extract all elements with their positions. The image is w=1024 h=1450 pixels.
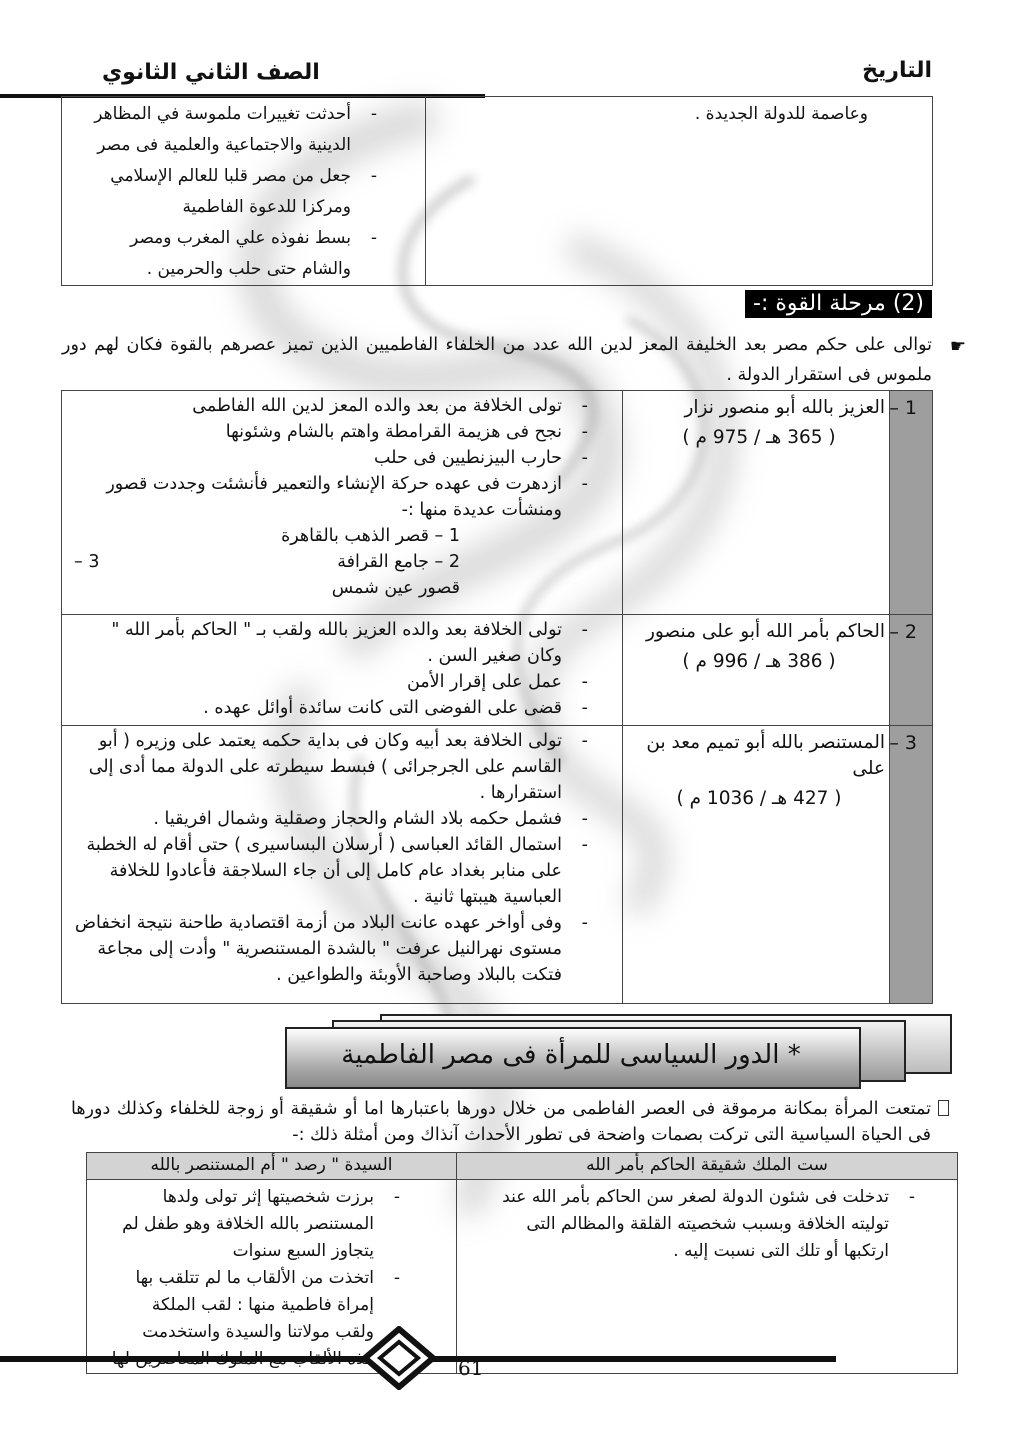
column-header-sitt-al-mulk: ست الملك شقيقة الحاكم بأمر الله xyxy=(457,1153,958,1180)
banner-title: * الدور السياسى للمرأة فى مصر الفاطمية xyxy=(341,1040,801,1070)
table-gutter xyxy=(890,726,933,1004)
page-number: 61 xyxy=(458,1356,484,1380)
checkbox-bullet-icon xyxy=(938,1100,949,1116)
list-item: - أحدثت تغييرات ملموسة في المظاهر الدينية والاجتماعية والعلمية فى مصر xyxy=(92,99,385,161)
table-row xyxy=(87,1180,958,1374)
women-table xyxy=(86,1152,958,1374)
building-item: 1 – قصر الذهب بالقاهرة xyxy=(281,526,460,546)
table-header-row xyxy=(87,1153,958,1180)
list-item: - عمل على إقرار الأمن xyxy=(74,669,596,695)
list-item: - نجح فى هزيمة القرامطة واهتم بالشام وشئونها xyxy=(74,419,596,445)
caliph-date: ( 427 هـ / 1036 م ) xyxy=(676,788,842,809)
women-intro-text: تمتعت المرأة بمكانة مرموقة فى العصر الفاطمى من خلال دورها باعتبارها اما أو شقيقة أو زوجة للخلفاء وكذلك دورها فى الحياة السياسية التى تركت بصمات واضحة فى تطور الأحداث آنذاك ومن أمثلة ذلك :- xyxy=(71,1099,931,1145)
table1-left-cell xyxy=(62,97,426,286)
caliph-achievements-cell xyxy=(62,615,623,726)
fatimid-founding-table xyxy=(61,96,933,286)
list-item: - برزت شخصيتها إثر تولى ولدها المستنصر بالله الخلافة وهو طفل لم يتجاوز السبع سنوات xyxy=(111,1184,408,1265)
caliph-date: ( 386 هـ / 996 م ) xyxy=(682,651,836,672)
caliph-number: 1 – xyxy=(889,397,917,419)
caliphs-table xyxy=(61,390,933,1004)
caliph-number: 2 – xyxy=(889,621,917,643)
column-header-rasad: السيدة " رصد " أم المستنصر بالله xyxy=(87,1153,457,1180)
section2-intro xyxy=(62,330,966,390)
section-title-strength-phase: (2) مرحلة القوة :- xyxy=(745,290,932,318)
caliph-name-cell xyxy=(623,726,917,1004)
table1-right-text: وعاصمة للدولة الجديدة . xyxy=(694,104,868,124)
caliph-name-cell xyxy=(623,615,917,726)
building-item: 3 – xyxy=(74,552,100,572)
table-gutter xyxy=(890,391,933,615)
list-item: - جعل من مصر قلبا للعالم الإسلامي ومركزا للدعوة الفاطمية xyxy=(92,161,385,223)
caliph-name: الحاكم بأمر الله أبو على منصور xyxy=(645,621,885,642)
header-subject: التاريخ xyxy=(862,58,932,83)
caliph-number: 3 – xyxy=(889,732,917,754)
table-row xyxy=(62,97,933,286)
list-item: - قضى على الفوضى التى كانت سائدة أوائل عهده . xyxy=(74,695,596,721)
building-item: 2 – جامع القرافة xyxy=(337,552,460,572)
list-item: - حارب البيزنطيين فى حلب xyxy=(74,445,596,471)
table-row xyxy=(62,391,933,615)
caliph-achievements-cell xyxy=(62,726,623,1004)
table-row xyxy=(62,726,933,1004)
caliph-achievements-cell xyxy=(62,391,623,615)
section2-intro-text: توالى على حكم مصر بعد الخليفة المعز لدين الله عدد من الخلفاء الفاطميين الذين تميز عصرهم بالقوة فكان لهم دور ملموس فى استقرار الدولة . xyxy=(62,335,932,385)
list-item: - وفى أواخر عهده عانت البلاد من أزمة اقتصادية طاحنة نتيجة انخفاض مستوى نهرالنيل عرفت " بالشدة المستنصرية " وأدت إلى مجاعة فتكت بالبلاد وصاحبة الأوبئة والطواعين . xyxy=(74,910,596,988)
header-grade: الصف الثاني الثانوي xyxy=(102,60,320,85)
footer-ornament-icon xyxy=(362,1326,436,1390)
table-row xyxy=(62,615,933,726)
list-item: - تدخلت فى شئون الدولة لصغر سن الحاكم بأمر الله عند توليته الخلافة وبسبب شخصيته القلقة والمظالم التى ارتكبها أو تلك التى نسبت إليه . xyxy=(487,1184,923,1265)
caliph-name: العزيز بالله أبو منصور نزار xyxy=(684,397,885,418)
table1-right-cell xyxy=(426,97,933,286)
list-item: - اتخذت من الألقاب ما لم تتلقب بها إمراة فاطمية منها : لقب الملكة ولقب مولاتنا والسيدة واستخدمت xyxy=(111,1265,408,1373)
list-item: - تولى الخلافة من بعد والده المعز لدين الله الفاطمى xyxy=(74,393,596,419)
list-item: - ازدهرت فى عهده حركة الإنشاء والتعمير فأنشئت وجددت قصور ومنشأت عديدة منها :- xyxy=(74,471,596,523)
sitt-al-mulk-cell xyxy=(457,1180,958,1374)
pointing-hand-icon: ☛ xyxy=(949,336,966,357)
list-item: - تولى الخلافة بعد أبيه وكان فى بداية حكمه يعتمد على وزيره ( أبو القاسم على الجرجرائى ) فبسط سيطرته على الدولة مما أدى إلى استقرارها . xyxy=(74,728,596,806)
building-item: قصور عين شمس xyxy=(331,578,460,598)
list-item: - بسط نفوذه علي المغرب ومصر والشام حتى حلب والحرمين . xyxy=(92,223,385,285)
women-intro xyxy=(71,1096,931,1148)
caliph-name-cell xyxy=(623,391,917,615)
caliph-name: المستنصر بالله أبو تميم معد بن على xyxy=(646,732,885,779)
buildings-list xyxy=(74,523,596,601)
list-item: - فشمل حكمه بلاد الشام والحجاز وصقلية وشمال افريقيا . xyxy=(74,806,596,832)
caliph-date: ( 365 هـ / 975 م ) xyxy=(682,427,836,448)
list-item: - تولى الخلافة بعد والده العزيز بالله ولقب بـ " الحاكم بأمر الله " وكان صغير السن . xyxy=(74,617,596,669)
list-item: - استمال القائد العباسى ( أرسلان البساسيرى ) حتى أقام له الخطبة على منابر بغداد عام كامل إلى أن جاء السلاجقة فأعادوا للخلافة العباسية هيبتها ثانية . xyxy=(74,832,596,910)
